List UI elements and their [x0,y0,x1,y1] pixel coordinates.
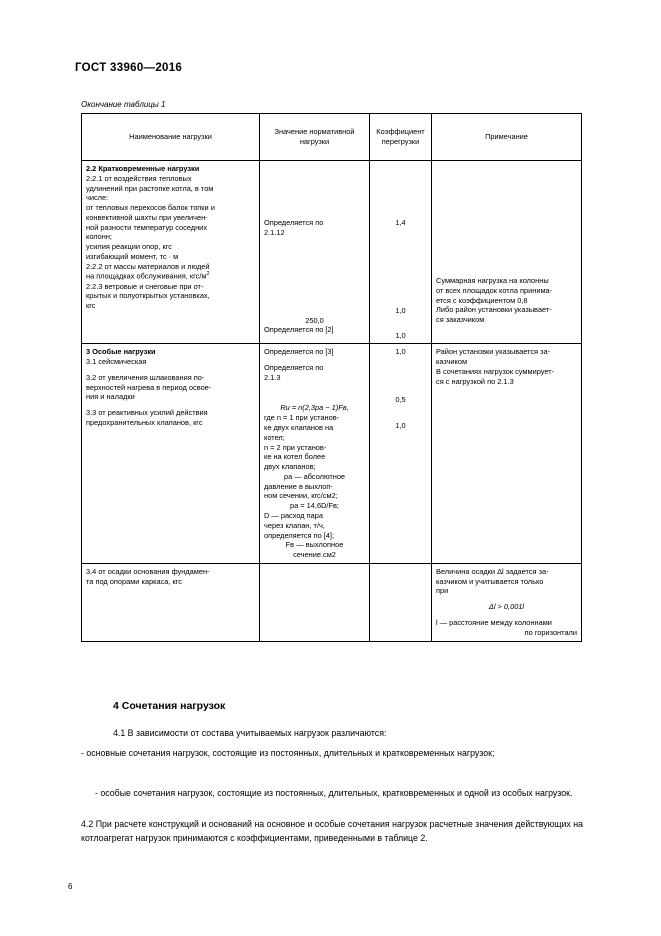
load-coefficient-cell: 1,0 0,5 1,0 [370,344,432,564]
paragraph-4-2: 4.2 При расчете конструкций и оснований на основное и особые сочетания нагрузок расчетные значения действующих на котлоагрегат нагрузок принимаются с коэффициентами, приведенными в таблице 2. [81,819,583,844]
table-row [82,344,582,564]
load-coefficient-cell: 1,4 1,0 1,0 [370,161,432,344]
load-note-cell: Величина осадки Δl задается за- казчиком и учитывается только при Δl > 0,001l l — расстояние между колоннами по горизонтали [432,563,582,642]
formula-line: Rи = n(2,3pа − 1)Fв, [280,402,349,412]
paragraph-special-combinations: - особые сочетания нагрузок, состоящие из постоянных, длительных, кратковременных и одной из особых нагрузок. [95,788,573,798]
page-number: 6 [68,882,73,891]
table-header-row [82,114,582,161]
table-header-cell-coef: Коэффициент перегрузки [370,114,432,161]
load-value-cell: Определяется по 2.1.12 250,0 Определяется по [2] [260,161,370,344]
load-name-cell: 2.2 Кратковременные нагрузки 2.2.1 от воздействия тепловых удлинений при растопке котла, в том числе: от тепловых перекосов балок топки и конвективной шахты при увеличен- ной разности температур соседних колонн; усилия реакции опор, кгс изгибающий момент, тс · м 2.2.2 от массы материалов и людей на площадках обслуживания, кгс/$м^2$ 2.2.3 ветровые и снеговые при от- крытых и полуоткрытых установках, кгс [82,161,260,344]
table-row [82,161,582,344]
table-header-cell-name: Наименование нагрузки [82,114,260,161]
paragraph-main-combinations: - основные сочетания нагрузок, состоящие из постоянных, длительных и кратковременных нагрузок; [81,748,495,758]
load-name-cell: 3.4 от осадки основания фундамен- та под опорами каркаса, кгс [82,563,260,642]
table-header-cell-value: Значение нормативной нагрузки [260,114,370,161]
table-row [82,563,582,642]
table-caption: Окончание таблицы 1 [81,100,166,109]
load-coefficient-cell [370,563,432,642]
table-header-cell-note: Примечание [432,114,582,161]
load-value-cell [260,563,370,642]
loads-table [81,113,582,642]
standard-header: ГОСТ 33960—2016 [75,62,183,74]
load-name-cell: 3 Особые нагрузки 3.1 сейсмическая 3.2 от увеличения шлакования по- верхностей нагрева в период освое- ния и наладки 3.3 от реактивных усилий действия предохранительных клапанов, кгс [82,344,260,564]
paragraph-4-1: 4.1 В зависимости от состава учитываемых нагрузок различаются: [113,728,387,738]
load-note-cell: Суммарная нагрузка на колонны от всех площадок котла принима- ется с коэффициентом 0,8 Либо район установки указывает- ся заказчиком [432,161,582,344]
section-title: 4 Сочетания нагрузок [113,700,226,712]
load-note-cell: Район установки указывается за- казчиком В сочетаниях нагрузок суммирует- ся с нагрузкой по 2.1.3 [432,344,582,564]
load-value-cell: Определяется по [3] Определяется по 2.1.3 Rи = n(2,3pа − 1)Fв, где n = 1 при установ- ке двух клапанов на котел; n = 2 при установ- ке на котел более двух клапанов; pа — абсолютное давление в выхлоп- ном сечении, кгс/см2; pа = 14,6D/Fв; D — расход пара через клапан, т/ч, определяется по [4]; Fв — выхлопное сечение.см2 [260,344,370,564]
superscript-two: 2 [206,271,210,278]
